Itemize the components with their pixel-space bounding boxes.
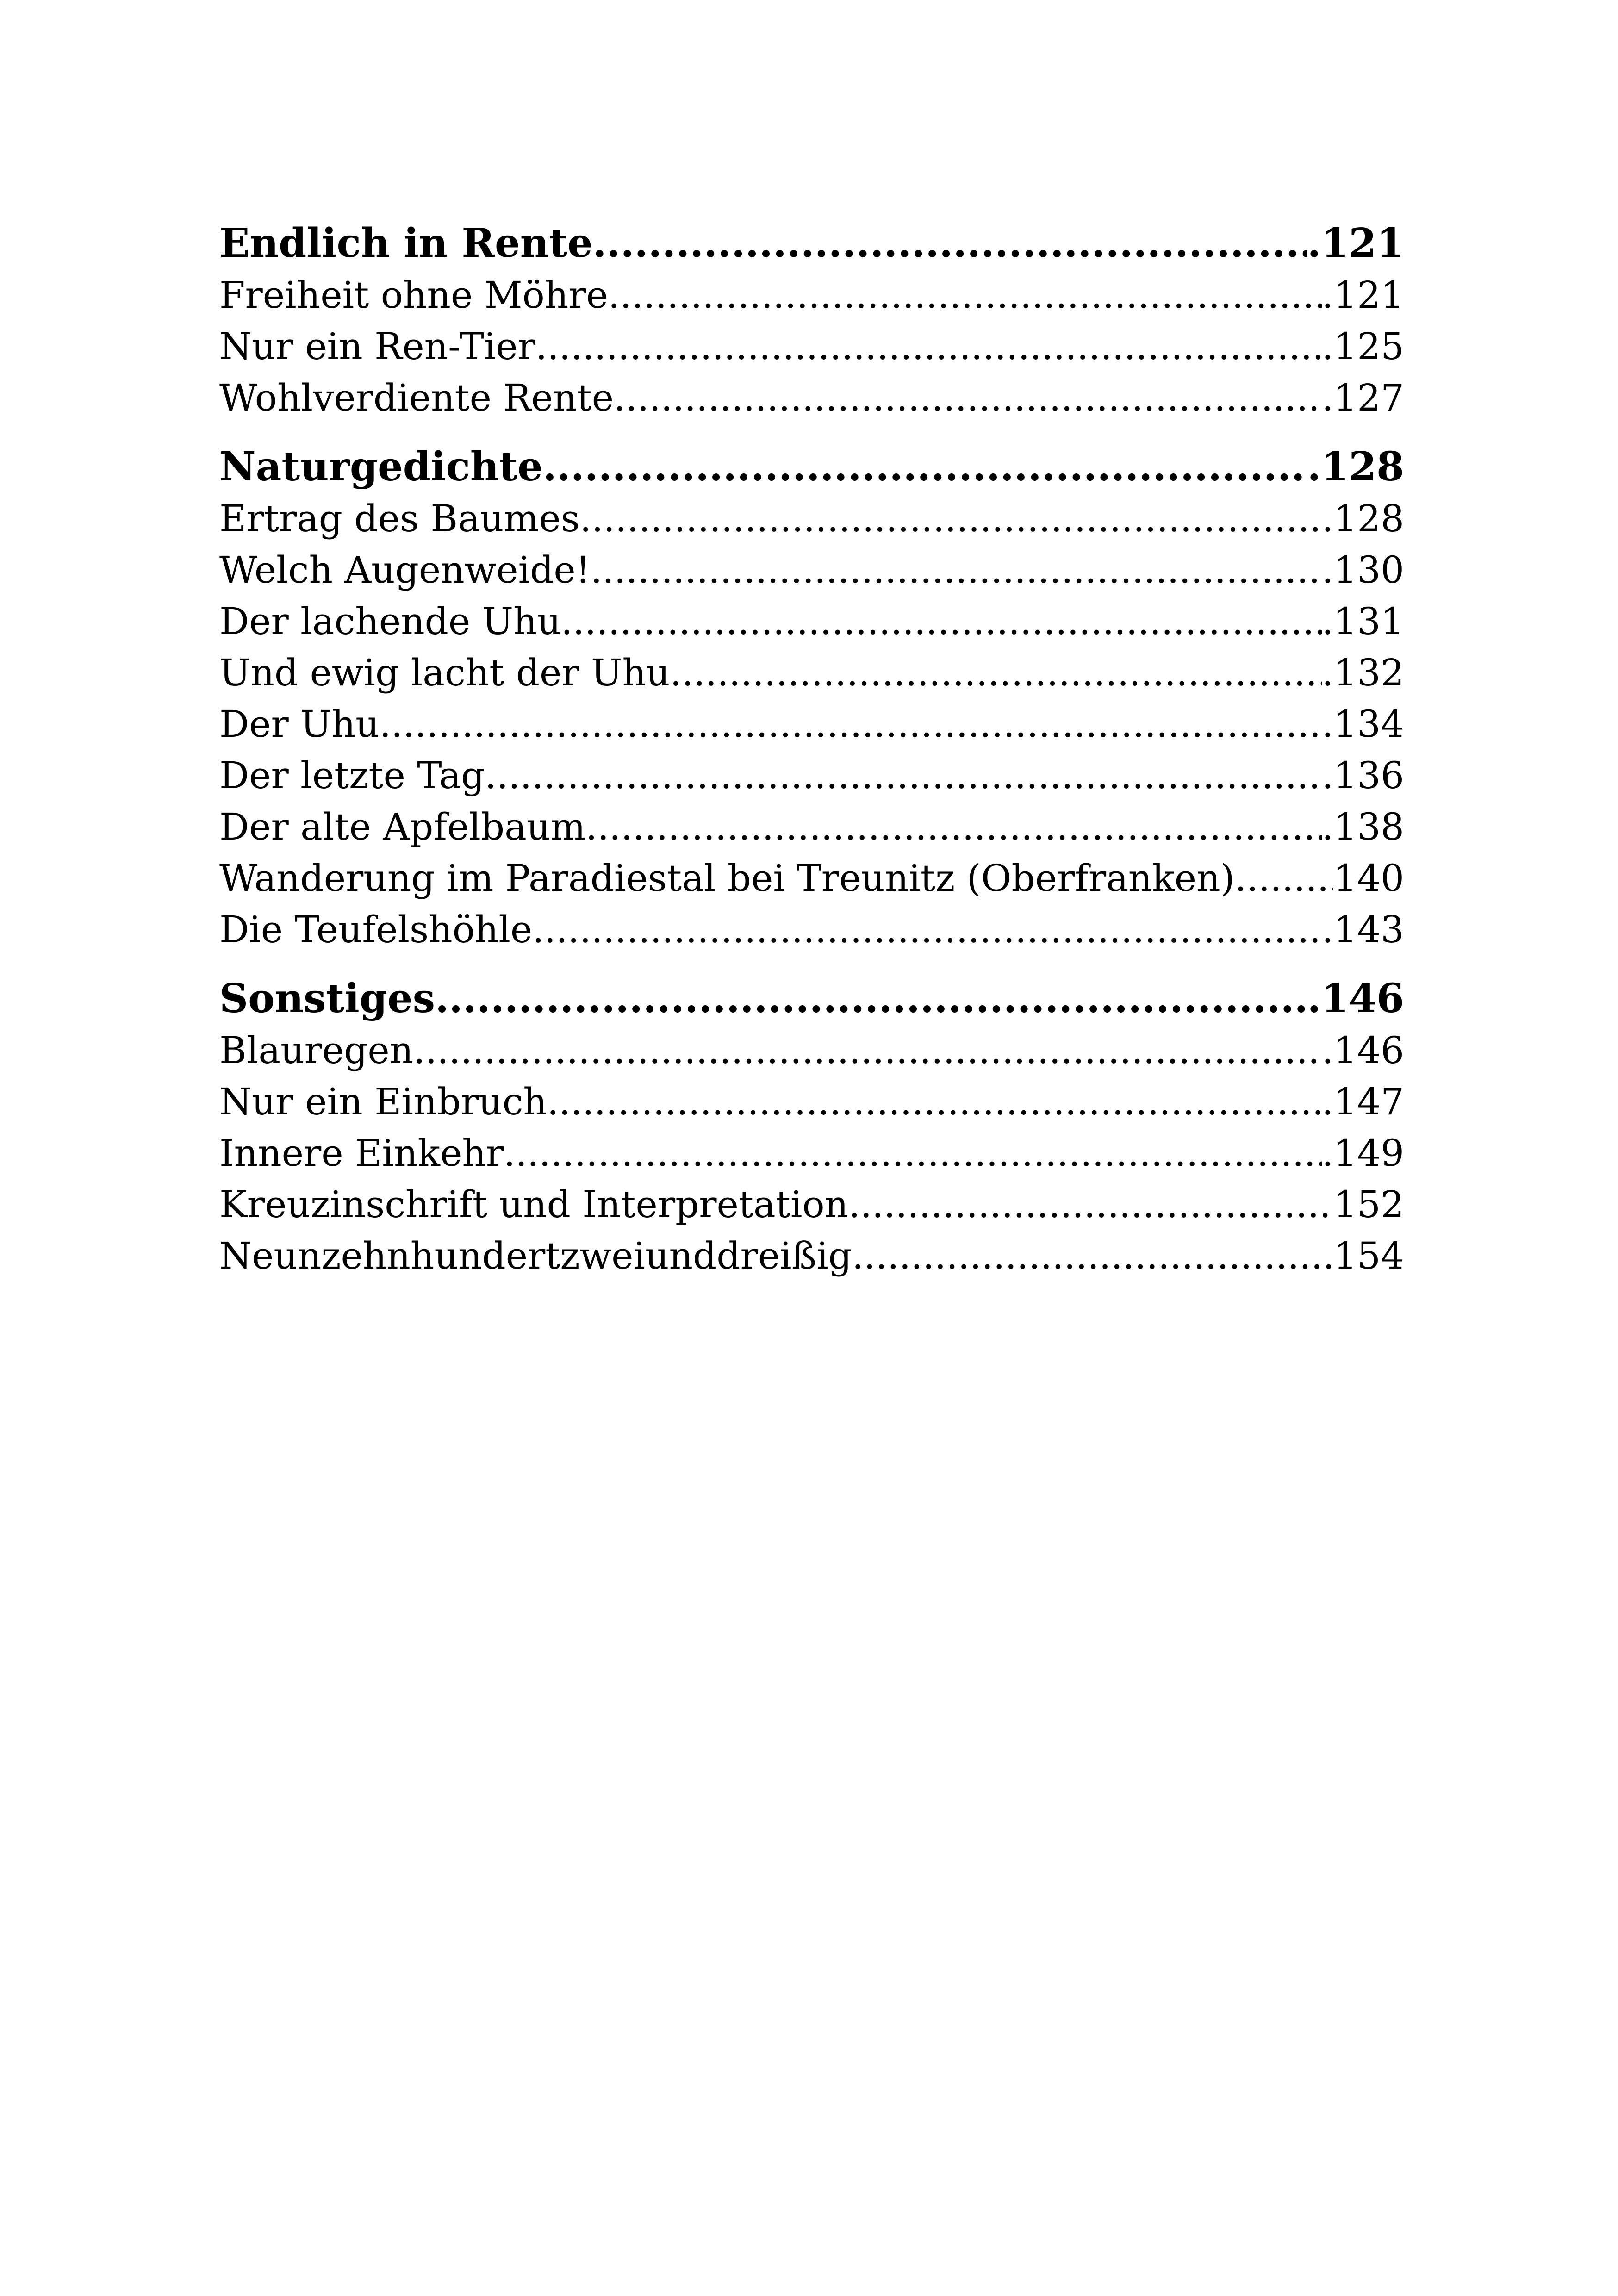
entry-title: Nur ein Einbruch	[219, 1080, 547, 1123]
page-number: .125	[1321, 325, 1404, 368]
dot-leader	[585, 801, 1322, 852]
toc-section-heading	[219, 973, 1404, 1025]
toc-section-sonstiges	[219, 973, 1404, 1282]
entry-title: Blauregen	[219, 1029, 414, 1072]
toc-entry	[219, 801, 1404, 852]
page-number: .128	[1321, 497, 1404, 540]
dot-leader	[547, 1076, 1322, 1127]
dot-leader	[504, 1127, 1322, 1179]
toc-section-heading	[219, 441, 1404, 493]
entry-title: Der alte Apfelbaum	[219, 805, 586, 848]
dot-leader	[435, 973, 1307, 1025]
entry-title: Welch Augenweide!	[219, 548, 591, 591]
entry-title: Freiheit ohne Möhre	[219, 274, 608, 317]
toc-entry	[219, 904, 1404, 955]
toc-entry	[219, 493, 1404, 544]
entry-title: Der Uhu	[219, 703, 380, 746]
page-number: .128	[1307, 443, 1404, 490]
toc-entry	[219, 1230, 1404, 1282]
section-title: Sonstiges	[219, 975, 436, 1022]
dot-leader	[561, 596, 1322, 647]
page-number: .136	[1321, 754, 1404, 797]
toc-entry	[219, 698, 1404, 750]
dot-leader	[670, 647, 1322, 698]
entry-title: Wanderung im Paradiestal bei Treunitz (Oberfranken)	[219, 857, 1235, 900]
page-number: .147	[1321, 1080, 1404, 1123]
dot-leader	[848, 1179, 1333, 1230]
dot-leader	[852, 1230, 1333, 1282]
entry-title: Neunzehnhundertzweiunddreißig	[219, 1234, 852, 1277]
page-number: 152	[1333, 1183, 1404, 1226]
entry-title: Ertrag des Baumes	[219, 497, 580, 540]
toc-entry	[219, 1127, 1404, 1179]
page-number: .143	[1321, 908, 1404, 951]
toc-section-endlich-in-rente	[219, 218, 1404, 423]
page-number: .146	[1307, 975, 1404, 1022]
table-of-contents	[219, 218, 1404, 1299]
entry-title: Kreuzinschrift und Interpretation	[219, 1183, 849, 1226]
toc-entry	[219, 321, 1404, 372]
dot-leader	[593, 218, 1307, 269]
page-number: 154	[1333, 1234, 1404, 1277]
toc-entry	[219, 1179, 1404, 1230]
toc-entry	[219, 1076, 1404, 1127]
dot-leader	[532, 904, 1322, 955]
dot-leader	[608, 269, 1322, 321]
entry-title: Wohlverdiente Rente	[219, 376, 614, 419]
page-number: .121	[1321, 274, 1404, 317]
page-number: .131	[1321, 600, 1404, 643]
toc-entry	[219, 852, 1404, 904]
entry-title: Und ewig lacht der Uhu	[219, 651, 670, 694]
page-number: .149	[1321, 1132, 1404, 1175]
toc-entry	[219, 372, 1404, 423]
page-number: .146	[1321, 1029, 1404, 1072]
dot-leader	[535, 321, 1322, 372]
dot-leader	[580, 493, 1322, 544]
toc-entry	[219, 544, 1404, 596]
toc-entry	[219, 750, 1404, 801]
dot-leader	[380, 698, 1322, 750]
page-number: 140	[1333, 857, 1404, 900]
page-number: .132	[1321, 651, 1404, 694]
toc-section-naturgedichte	[219, 441, 1404, 955]
page-number: .130	[1321, 548, 1404, 591]
entry-title: Nur ein Ren-Tier	[219, 325, 535, 368]
page-number: .121	[1307, 220, 1404, 267]
dot-leader	[591, 544, 1322, 596]
dot-leader	[413, 1025, 1322, 1076]
dot-leader	[485, 750, 1322, 801]
toc-entry	[219, 647, 1404, 698]
toc-entry	[219, 596, 1404, 647]
page-number: .138	[1321, 805, 1404, 848]
entry-title: Der letzte Tag	[219, 754, 485, 797]
toc-entry	[219, 1025, 1404, 1076]
page-number: .127	[1321, 376, 1404, 419]
toc-section-heading	[219, 218, 1404, 269]
dot-leader	[543, 441, 1307, 493]
dot-leader	[614, 372, 1322, 423]
entry-title: Die Teufelshöhle	[219, 908, 533, 951]
toc-entry	[219, 269, 1404, 321]
dot-leader	[1235, 852, 1333, 904]
page-number: .134	[1321, 703, 1404, 746]
section-title: Naturgedichte	[219, 443, 543, 490]
entry-title: Innere Einkehr	[219, 1132, 504, 1175]
section-title: Endlich in Rente	[219, 220, 593, 267]
entry-title: Der lachende Uhu	[219, 600, 561, 643]
